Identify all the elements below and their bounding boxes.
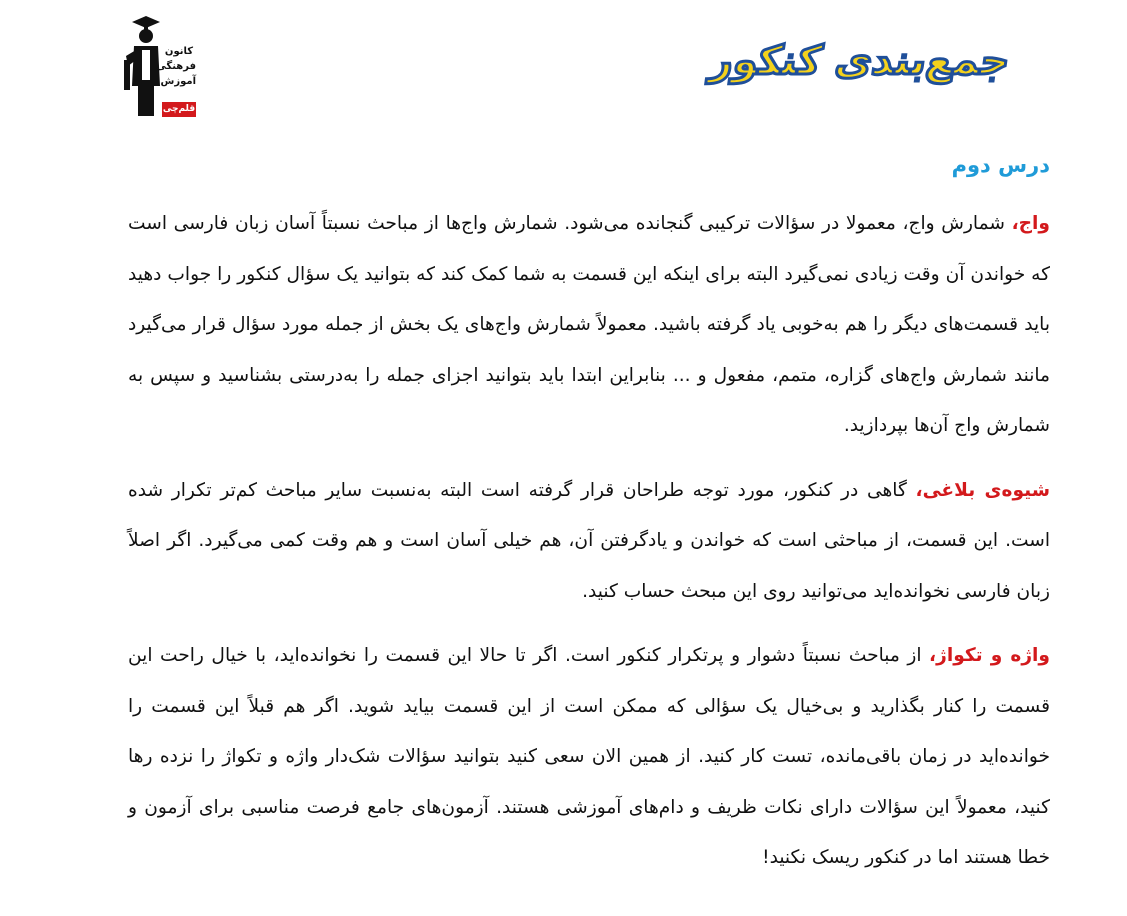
brand-logo-title: جمع‌بندی کنکور — [707, 38, 1013, 84]
page-header — [0, 0, 1127, 140]
kanoon-logo-text — [156, 44, 196, 89]
kanoon-logo-line: آموزش — [160, 76, 196, 87]
kanoon-logo-line: فرهنگی — [156, 61, 196, 72]
section-phoneme — [128, 199, 1050, 452]
section-rhetorical-style — [128, 466, 1050, 618]
kanoon-logo-badge: قلم‌چی — [162, 102, 196, 117]
lesson-title: درس دوم — [951, 153, 1050, 177]
section-keyword: شیوه‌ی بلاغی، — [915, 479, 1050, 501]
kanoon-logo — [124, 16, 198, 118]
section-text: از مباحث نسبتاً دشوار و پرتکرار کنکور است. اگر تا حالا این قسمت را نخوانده‌اید، با خیال راحت این قسمت را کنار بگذارید و بی‌خیال یک سؤالی که ممکن است از این قسمت بیاید شوید. اگر هم قبلاً این قسمت را خوانده‌اید در زمان باقی‌مانده، تست کار کنید. از همین الان سعی کنید بتوانید سؤالات شک‌دار واژه و تکواژ را نزده رها کنید، معمولاً این سؤالات دارای نکات ظریف و دام‌های آموزشی هستند. آزمون‌های جامع فرصت مناسبی برای آزمون و خطا هستند اما در کنکور ریسک نکنید! — [128, 645, 1050, 868]
kanoon-logo-line: کانون — [164, 46, 194, 57]
section-word-morpheme — [128, 631, 1050, 884]
section-keyword: واج، — [1011, 213, 1050, 234]
section-text: شمارش واج، معمولا در سؤالات ترکیبی گنجانده می‌شود. شمارش واج‌ها از مباحث نسبتاً آسان زبان فارسی است که خواندن آن وقت زیادی نمی‌گیرد البته برای اینکه این قسمت به شما کمک کند که بتوانید یک سؤال کنکور را جواب دهید باید قسمت‌های دیگر را هم به‌خوبی یاد گرفته باشید. معمولاً شمارش واج‌های یک بخش از جمله مورد سؤال قرار می‌گیرد مانند شمارش واج‌های گزاره، متمم، مفعول و ... بنابراین ابتدا باید بتوانید اجزای جمله را به‌درستی بشناسید و سپس به شمارش واج آن‌ها بپردازید. — [128, 213, 1050, 436]
section-text: گاهی در کنکور، مورد توجه طراحان قرار گرفته است البته به‌نسبت سایر مباحث کم‌تر تکرار شده است. این قسمت، از مباحثی است که خواندن و یادگرفتن آن، هم خیلی آسان است و هم وقت کمی می‌گیرد. اگر اصلاً زبان فارسی نخوانده‌اید می‌توانید روی این مبحث حساب کنید. — [128, 479, 1050, 602]
section-keyword: واژه و تکواژ، — [929, 645, 1050, 666]
brand-logo — [690, 18, 1030, 104]
lesson-content — [128, 145, 1050, 898]
